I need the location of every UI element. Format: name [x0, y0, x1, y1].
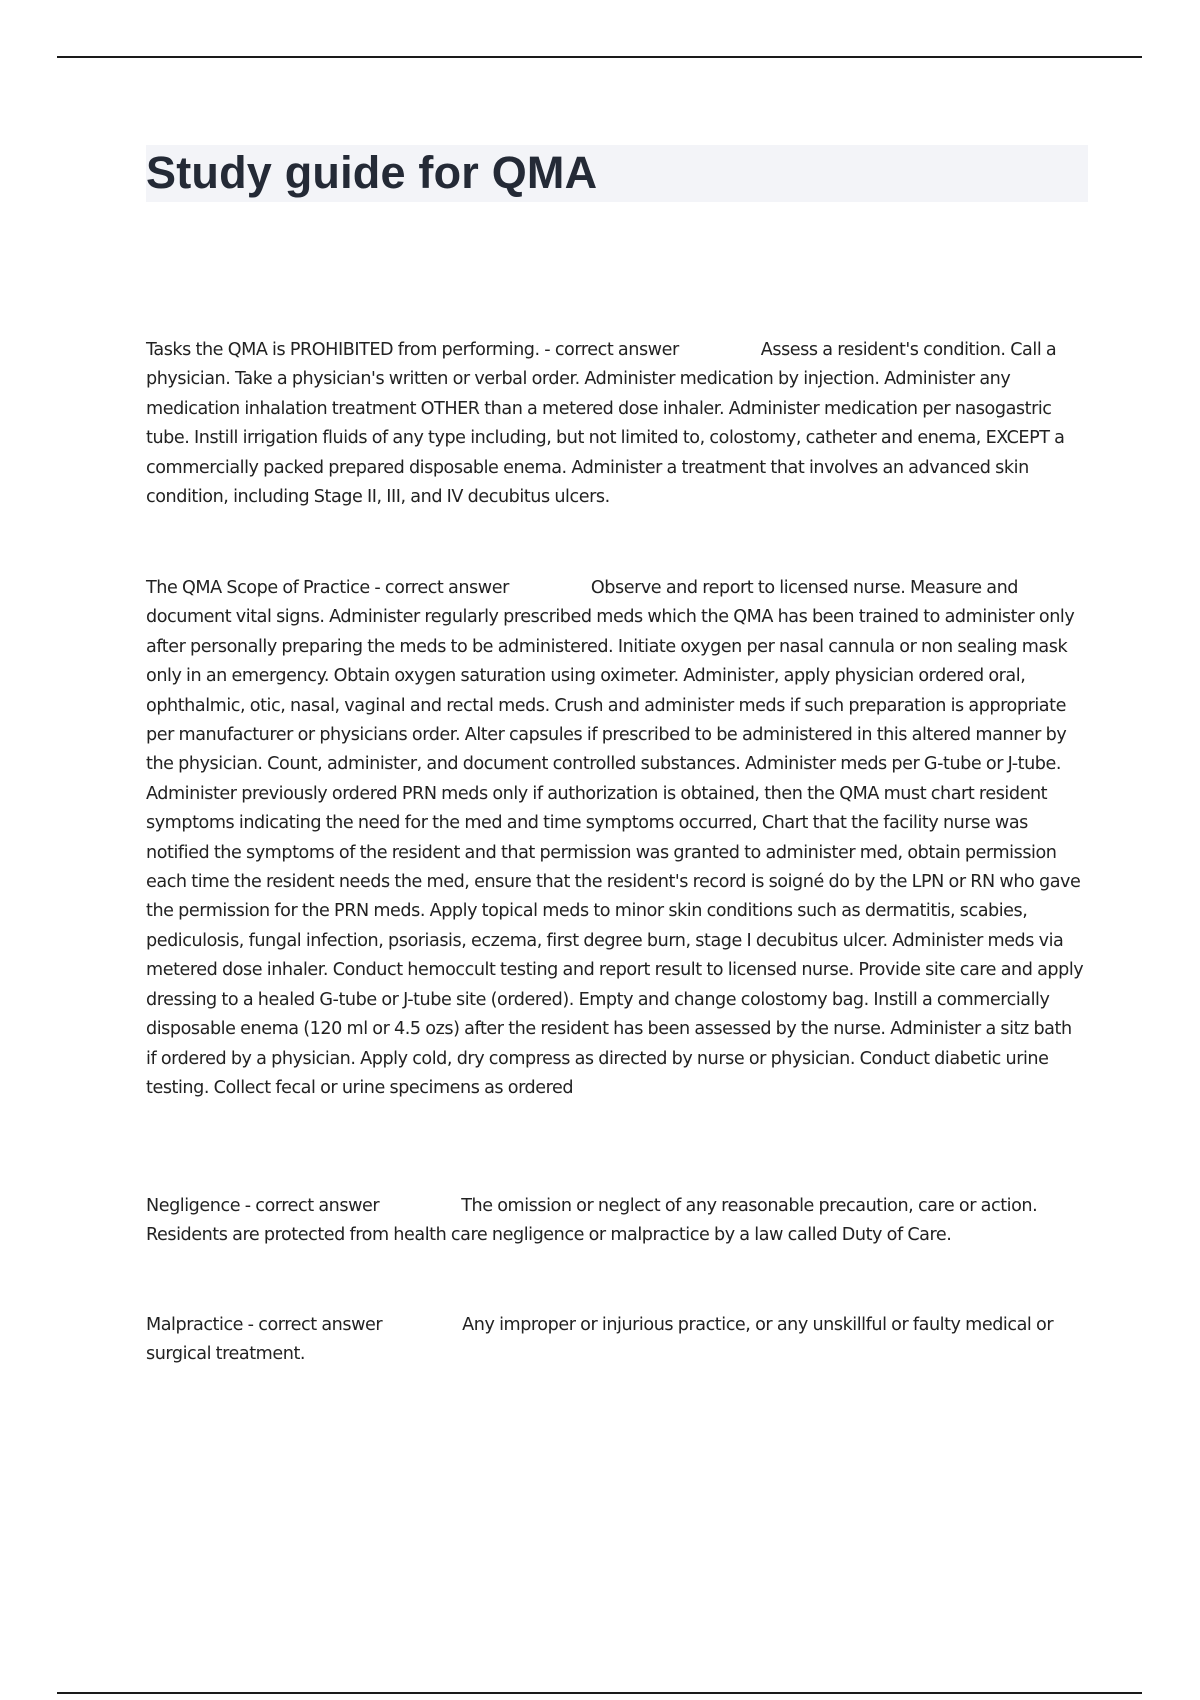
qa-answer: Any improper or injurious practice, or any unskillful or faulty medical or surgical treatment.: [146, 1315, 1054, 1365]
page-title: Study guide for QMA: [146, 147, 598, 198]
qa-item-scope-of-practice: [146, 574, 1086, 1103]
qa-item-malpractice: [146, 1311, 1086, 1370]
qa-answer: Observe and report to licensed nurse. Measure and document vital signs. Administer regularly prescribed meds which the QMA has been trained to administer only after personally preparing the meds to be administered. Initiate oxygen per nasal cannula or non sealing mask only in an emergency. Obtain oxygen saturation using oximeter. Administer, apply physician ordered oral, ophthalmic, otic, nasal, vaginal and rectal meds. Crush and administer meds if such preparation is appropriate per manufacturer or physicians order. Alter capsules if prescribed to be administered in this altered manner by the physician. Count, administer, and document controlled substances. Administer meds per G-tube or J-tube. Administer previously ordered PRN meds only if authorization is obtained, then the QMA must chart resident symptoms indicating the need for the med and time symptoms occurred, Chart that the facility nurse was notified the symptoms of the resident and that permission was granted to administer med, obtain permission each time the resident needs the med, ensure that the resident's record is soigné do by the LPN or RN who gave the permission for the PRN meds. Apply topical meds to minor skin conditions such as dermatitis, scabies, pediculosis, fungal infection, psoriasis, eczema, first degree burn, stage I decubitus ulcer. Administer meds via metered dose inhaler. Conduct hemoccult testing and report result to licensed nurse. Provide site care and apply dressing to a healed G-tube or J-tube site (ordered). Empty and change colostomy bag. Instill a commercially disposable enema (120 ml or 4.5 ozs) after the resident has been assessed by the nurse. Administer a sitz bath if ordered by a physician. Apply cold, dry compress as directed by nurse or physician. Conduct diabetic urine testing. Collect fecal or urine specimens as ordered: [146, 578, 1084, 1098]
bottom-rule: [57, 1692, 1142, 1694]
qa-term: Malpractice - correct answer: [146, 1315, 383, 1335]
qa-answer: Assess a resident's condition. Call a physician. Take a physician's written or verbal order. Administer medication by injection. Administer any medication inhalation treatment OTHER than a metered dose inhaler. Administer medication per nasogastric tube. Instill irrigation fluids of any type including, but not limited to, colostomy, catheter and enema, EXCEPT a commercially packed prepared disposable enema. Administer a treatment that involves an advanced skin condition, including Stage II, III, and IV decubitus ulcers.: [146, 340, 1065, 508]
qa-term: Tasks the QMA is PROHIBITED from performing. - correct answer: [146, 340, 679, 360]
qa-item-prohibited-tasks: [146, 336, 1086, 512]
top-rule: [57, 56, 1142, 58]
qa-answer: The omission or neglect of any reasonable precaution, care or action. Residents are protected from health care negligence or malpractice by a law called Duty of Care.: [146, 1196, 1038, 1246]
qa-item-negligence: [146, 1192, 1086, 1251]
qa-term: The QMA Scope of Practice - correct answer: [146, 578, 509, 598]
qa-term: Negligence - correct answer: [146, 1196, 380, 1216]
